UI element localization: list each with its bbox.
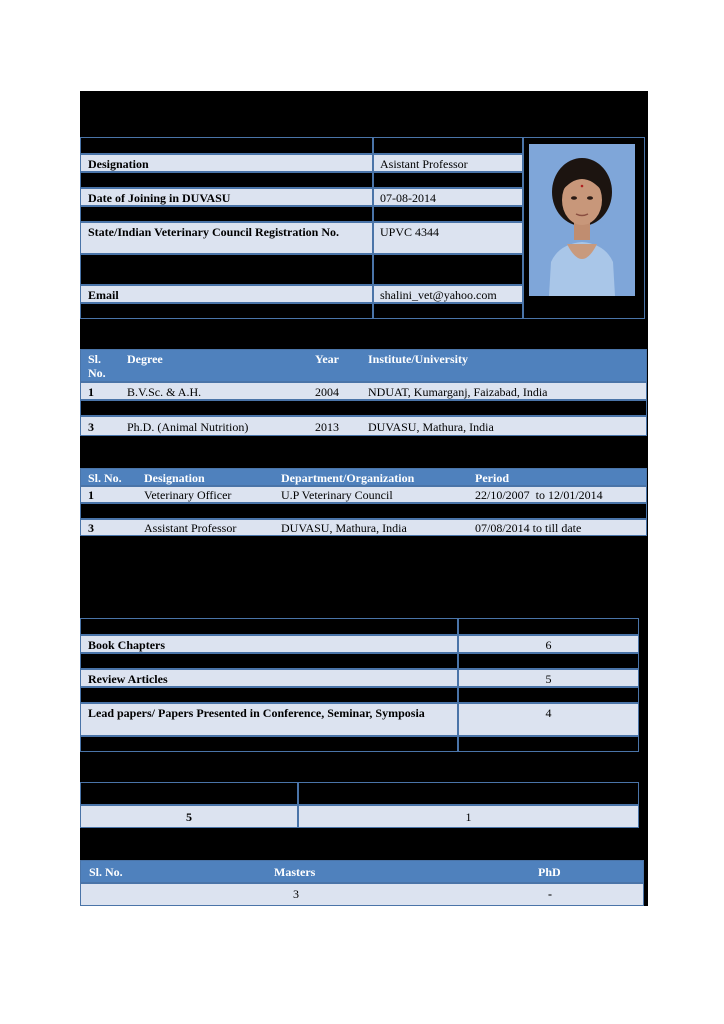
experience-header-row: [80, 468, 647, 486]
edu-header-degree: Degree: [127, 352, 163, 366]
profile-spacer: [373, 137, 523, 154]
edu-degree: B.V.Sc. & A.H.: [127, 385, 202, 399]
edu-slno: 1: [88, 385, 94, 399]
edu-institute: NDUAT, Kumarganj, Faizabad, India: [368, 385, 548, 399]
edu-header-institute: Institute/University: [368, 352, 468, 366]
profile-value-cell: [373, 222, 523, 254]
table-row: [80, 519, 647, 536]
designation-value: Asistant Professor: [380, 157, 468, 171]
edu-institute: DUVASU, Mathura, India: [368, 420, 494, 434]
edu-year: 2013: [315, 420, 339, 434]
review-articles-label: Review Articles: [88, 672, 168, 686]
publications-spacer: [80, 687, 458, 703]
education-header-row: [80, 349, 647, 382]
publication-value-cell: [458, 703, 639, 736]
students-masters-count: 3: [293, 887, 299, 901]
exp-header-designation: Designation: [144, 471, 205, 485]
students-header-row: [80, 860, 644, 883]
profile-spacer: [80, 206, 373, 222]
exp-period: 22/10/2007 to 12/01/2014: [475, 488, 603, 502]
table-row: [80, 400, 647, 416]
exp-header-period: Period: [475, 471, 509, 485]
profile-value-cell: [373, 154, 523, 172]
exp-department: U.P Veterinary Council: [281, 488, 393, 502]
exp-header-department: Department/Organization: [281, 471, 415, 485]
exp-slno: 1: [88, 488, 94, 502]
publication-label-cell: [80, 635, 458, 653]
profile-label-cell: [80, 188, 373, 206]
email-label: Email: [88, 288, 119, 302]
students-header-slno: Sl. No.: [89, 865, 123, 879]
profile-photo: [529, 144, 635, 296]
profile-spacer: [80, 254, 373, 285]
person-photo-icon: [529, 144, 635, 296]
lead-papers-label: Lead papers/ Papers Presented in Conference, Seminar, Symposia: [88, 706, 425, 720]
book-chapters-count: 6: [545, 638, 552, 652]
publication-label-cell: [80, 703, 458, 736]
edu-header-slno: Sl. No.: [88, 352, 106, 380]
profile-spacer: [80, 137, 373, 154]
counts-spacer: [298, 782, 639, 805]
count-cell-right: [298, 805, 639, 828]
edu-header-year: Year: [315, 352, 339, 366]
table-row: [80, 416, 647, 436]
exp-designation: Assistant Professor: [144, 521, 237, 535]
profile-spacer: [80, 303, 373, 319]
profile-spacer: [373, 206, 523, 222]
students-header-masters: Masters: [274, 865, 316, 879]
exp-slno: 3: [88, 521, 94, 535]
publications-spacer: [458, 736, 639, 752]
publication-value-cell: [458, 635, 639, 653]
edu-slno: 3: [88, 420, 94, 434]
email-value: shalini_vet@yahoo.com: [380, 288, 497, 302]
book-chapters-label: Book Chapters: [88, 638, 166, 652]
profile-spacer: [373, 172, 523, 188]
table-row: [80, 503, 647, 519]
profile-spacer: [80, 172, 373, 188]
table-row: [80, 382, 647, 400]
designation-label: Designation: [88, 157, 149, 171]
joining-date-label: Date of Joining in DUVASU: [88, 191, 231, 205]
publications-spacer: [80, 653, 458, 669]
count-right-value: 1: [465, 810, 472, 824]
publications-spacer: [80, 618, 458, 635]
review-articles-count: 5: [545, 672, 552, 686]
joining-date-value: 07-08-2014: [380, 191, 436, 205]
registration-label: State/Indian Veterinary Council Registration No.: [88, 225, 340, 239]
counts-spacer: [80, 782, 298, 805]
profile-label-cell: [80, 285, 373, 303]
count-cell-left: [80, 805, 298, 828]
table-row: [80, 883, 644, 906]
table-row: [80, 486, 647, 503]
publications-spacer: [458, 653, 639, 669]
publication-value-cell: [458, 669, 639, 687]
students-phd-count: -: [548, 887, 552, 901]
publications-spacer: [80, 736, 458, 752]
publications-spacer: [458, 618, 639, 635]
profile-value-cell: [373, 188, 523, 206]
profile-label-cell: [80, 222, 373, 254]
registration-value: UPVC 4344: [380, 225, 440, 239]
lead-papers-count: 4: [545, 706, 552, 720]
publications-spacer: [458, 687, 639, 703]
exp-period: 07/08/2014 to till date: [475, 521, 582, 535]
profile-label-cell: [80, 154, 373, 172]
exp-header-slno: Sl. No.: [88, 471, 122, 485]
cv-page: [80, 91, 648, 906]
exp-designation: Veterinary Officer: [144, 488, 232, 502]
count-left-value: 5: [186, 810, 192, 824]
students-header-phd: PhD: [538, 865, 561, 879]
edu-degree: Ph.D. (Animal Nutrition): [127, 420, 249, 434]
exp-department: DUVASU, Mathura, India: [281, 521, 407, 535]
edu-year: 2004: [315, 385, 339, 399]
profile-value-cell: [373, 285, 523, 303]
publication-label-cell: [80, 669, 458, 687]
profile-spacer: [373, 254, 523, 285]
profile-spacer: [373, 303, 523, 319]
